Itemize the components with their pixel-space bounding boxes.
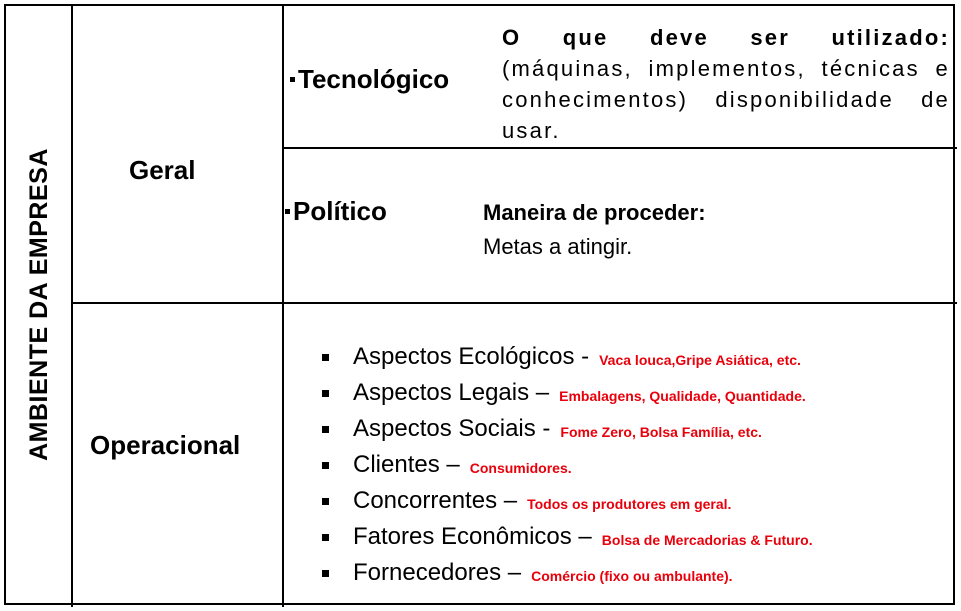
politico-desc-text: Metas a atingir. <box>483 234 633 259</box>
square-bullet-icon <box>285 209 290 214</box>
square-bullet-icon <box>322 426 329 433</box>
item-detail: Consumidores. <box>469 460 572 476</box>
item-label: Fornecedores – <box>353 559 522 586</box>
side-label: AMBIENTE DA EMPRESA <box>24 148 53 461</box>
list-item <box>322 483 813 519</box>
item-label: Aspectos Legais – <box>353 379 550 406</box>
item-detail: Vaca louca,Gripe Asiática, etc. <box>599 352 801 368</box>
square-bullet-icon <box>322 534 329 541</box>
category-geral: Geral <box>129 155 196 185</box>
sub-tecnologico-label: Tecnológico <box>298 64 450 94</box>
item-detail: Bolsa de Mercadorias & Futuro. <box>601 532 813 548</box>
sub-politico <box>285 196 387 227</box>
item-detail: Todos os produtores em geral. <box>527 496 732 512</box>
sub-tecnologico <box>290 64 449 95</box>
square-bullet-icon <box>290 77 295 82</box>
item-label: Fatores Econômicos – <box>353 523 592 550</box>
list-item <box>322 339 813 375</box>
divider-middle <box>282 4 284 607</box>
list-item <box>322 375 813 411</box>
politico-description <box>483 196 706 264</box>
category-operacional: Operacional <box>90 430 241 460</box>
side-label-container <box>6 6 72 603</box>
item-label: Aspectos Ecológicos - <box>353 343 590 370</box>
item-label: Concorrentes – <box>353 487 518 514</box>
item-detail: Embalagens, Qualidade, Quantidade. <box>559 388 806 404</box>
tecnologico-desc-text: (máquinas, implementos, técnicas e conhecimentos) disponibilidade de usar. <box>502 56 950 143</box>
square-bullet-icon <box>322 462 329 469</box>
list-item <box>322 519 813 555</box>
square-bullet-icon <box>322 570 329 577</box>
item-label: Aspectos Sociais - <box>353 415 551 442</box>
item-label: Clientes – <box>353 451 460 478</box>
divider-geral-operacional <box>71 302 957 304</box>
square-bullet-icon <box>322 390 329 397</box>
square-bullet-icon <box>322 354 329 361</box>
item-detail: Comércio (fixo ou ambulante). <box>531 568 733 584</box>
list-item <box>322 447 813 483</box>
list-item <box>322 555 813 591</box>
operacional-list <box>322 339 813 591</box>
politico-desc-bold: Maneira de proceder: <box>483 200 706 225</box>
divider-tecnologico-politico <box>282 147 957 149</box>
sub-politico-label: Político <box>293 196 387 226</box>
list-item <box>322 411 813 447</box>
tecnologico-desc-bold: O que deve ser utilizado: <box>502 25 950 50</box>
item-detail: Fome Zero, Bolsa Família, etc. <box>560 424 762 440</box>
square-bullet-icon <box>322 498 329 505</box>
tecnologico-description <box>502 22 950 146</box>
